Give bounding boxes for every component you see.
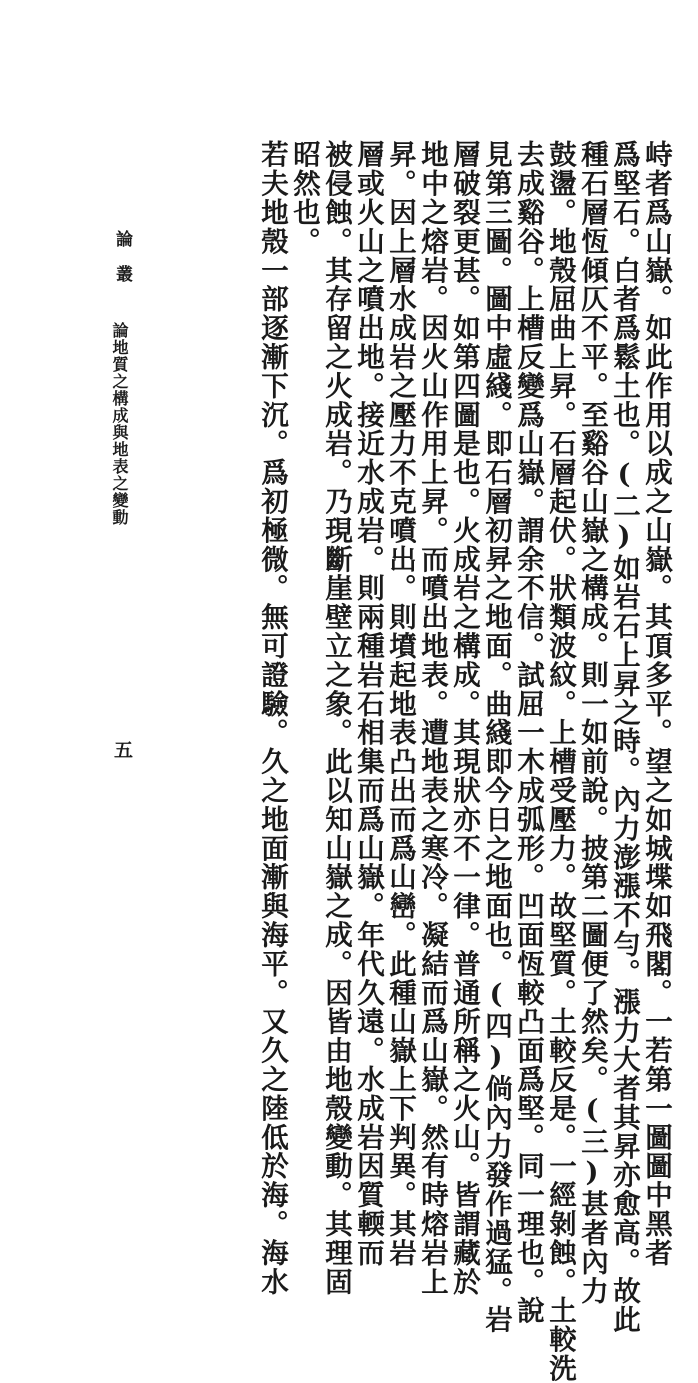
text-column: 層或火山之噴出地。接近水成岩。則兩種岩石相集而爲山嶽。年代久遠。水成岩因質輭而 bbox=[352, 140, 384, 1268]
margin-book-title: 論叢 bbox=[112, 230, 132, 300]
text-column: 被侵蝕。其存留之火成岩。乃現斷崖壁立之象。此以知山嶽之成。因皆由地殼變動。其理固 bbox=[320, 140, 352, 1296]
page-number: 五 bbox=[111, 740, 133, 759]
text-column: 種石層恆傾仄不平。至谿谷山嶽之構成。則一如前說。披第二圖便了然矣。(三)甚者內力 bbox=[576, 140, 608, 1305]
text-column: 昭然也。 bbox=[288, 140, 320, 256]
text-column: 昇。因上層水成岩之壓力不克噴出。則墳起地表凸出而爲山巒。此種山嶽上下判異。其岩 bbox=[384, 140, 416, 1268]
text-column: 若夫地殼一部逐漸下沉。爲初極微。無可證驗。久之地面漸與海平。又久之陸低於海。海水 bbox=[256, 140, 288, 1296]
text-column: 層破裂更甚。如第四圖是也。火成岩之構成。其現狀亦不一律。普通所稱之火山。皆謂藏於 bbox=[448, 140, 480, 1296]
text-column: 峙者爲山嶽。如此作用以成之山嶽。其頂多平。望之如城堞如飛閣。一若第一圖圖中黑者 bbox=[640, 140, 672, 1268]
text-column: 鼓盪。地殼屈曲上昇。石層起伏。狀類波紋。上槽受壓力。故堅質。土較反是。一經剝蝕。土較洗 bbox=[544, 140, 576, 1383]
margin-chapter-title: 論地質之構成與地表之變動 bbox=[110, 322, 129, 526]
text-column: 見第三圖。圖中虛綫。即石層初昇之地面。曲綫即今日之地面也。(四)倘內力發作過猛。岩 bbox=[480, 140, 512, 1334]
body-text bbox=[172, 140, 672, 1383]
text-column: 地中之熔岩。因火山作用上昇。而噴出地表。遭地表之寒冷。凝結而爲山嶽。然有時熔岩上 bbox=[416, 140, 448, 1296]
text-column: 爲堅石。白者爲鬆土也。(二)如岩石上昇之時。內力澎漲不勻。漲力大者其昇亦愈高。故此 bbox=[608, 140, 640, 1334]
text-column: 去成谿谷。上槽反變爲山嶽。謂余不信。試屈一木成弧形。凹面恆較凸面爲堅。同一理也。說 bbox=[512, 140, 544, 1325]
